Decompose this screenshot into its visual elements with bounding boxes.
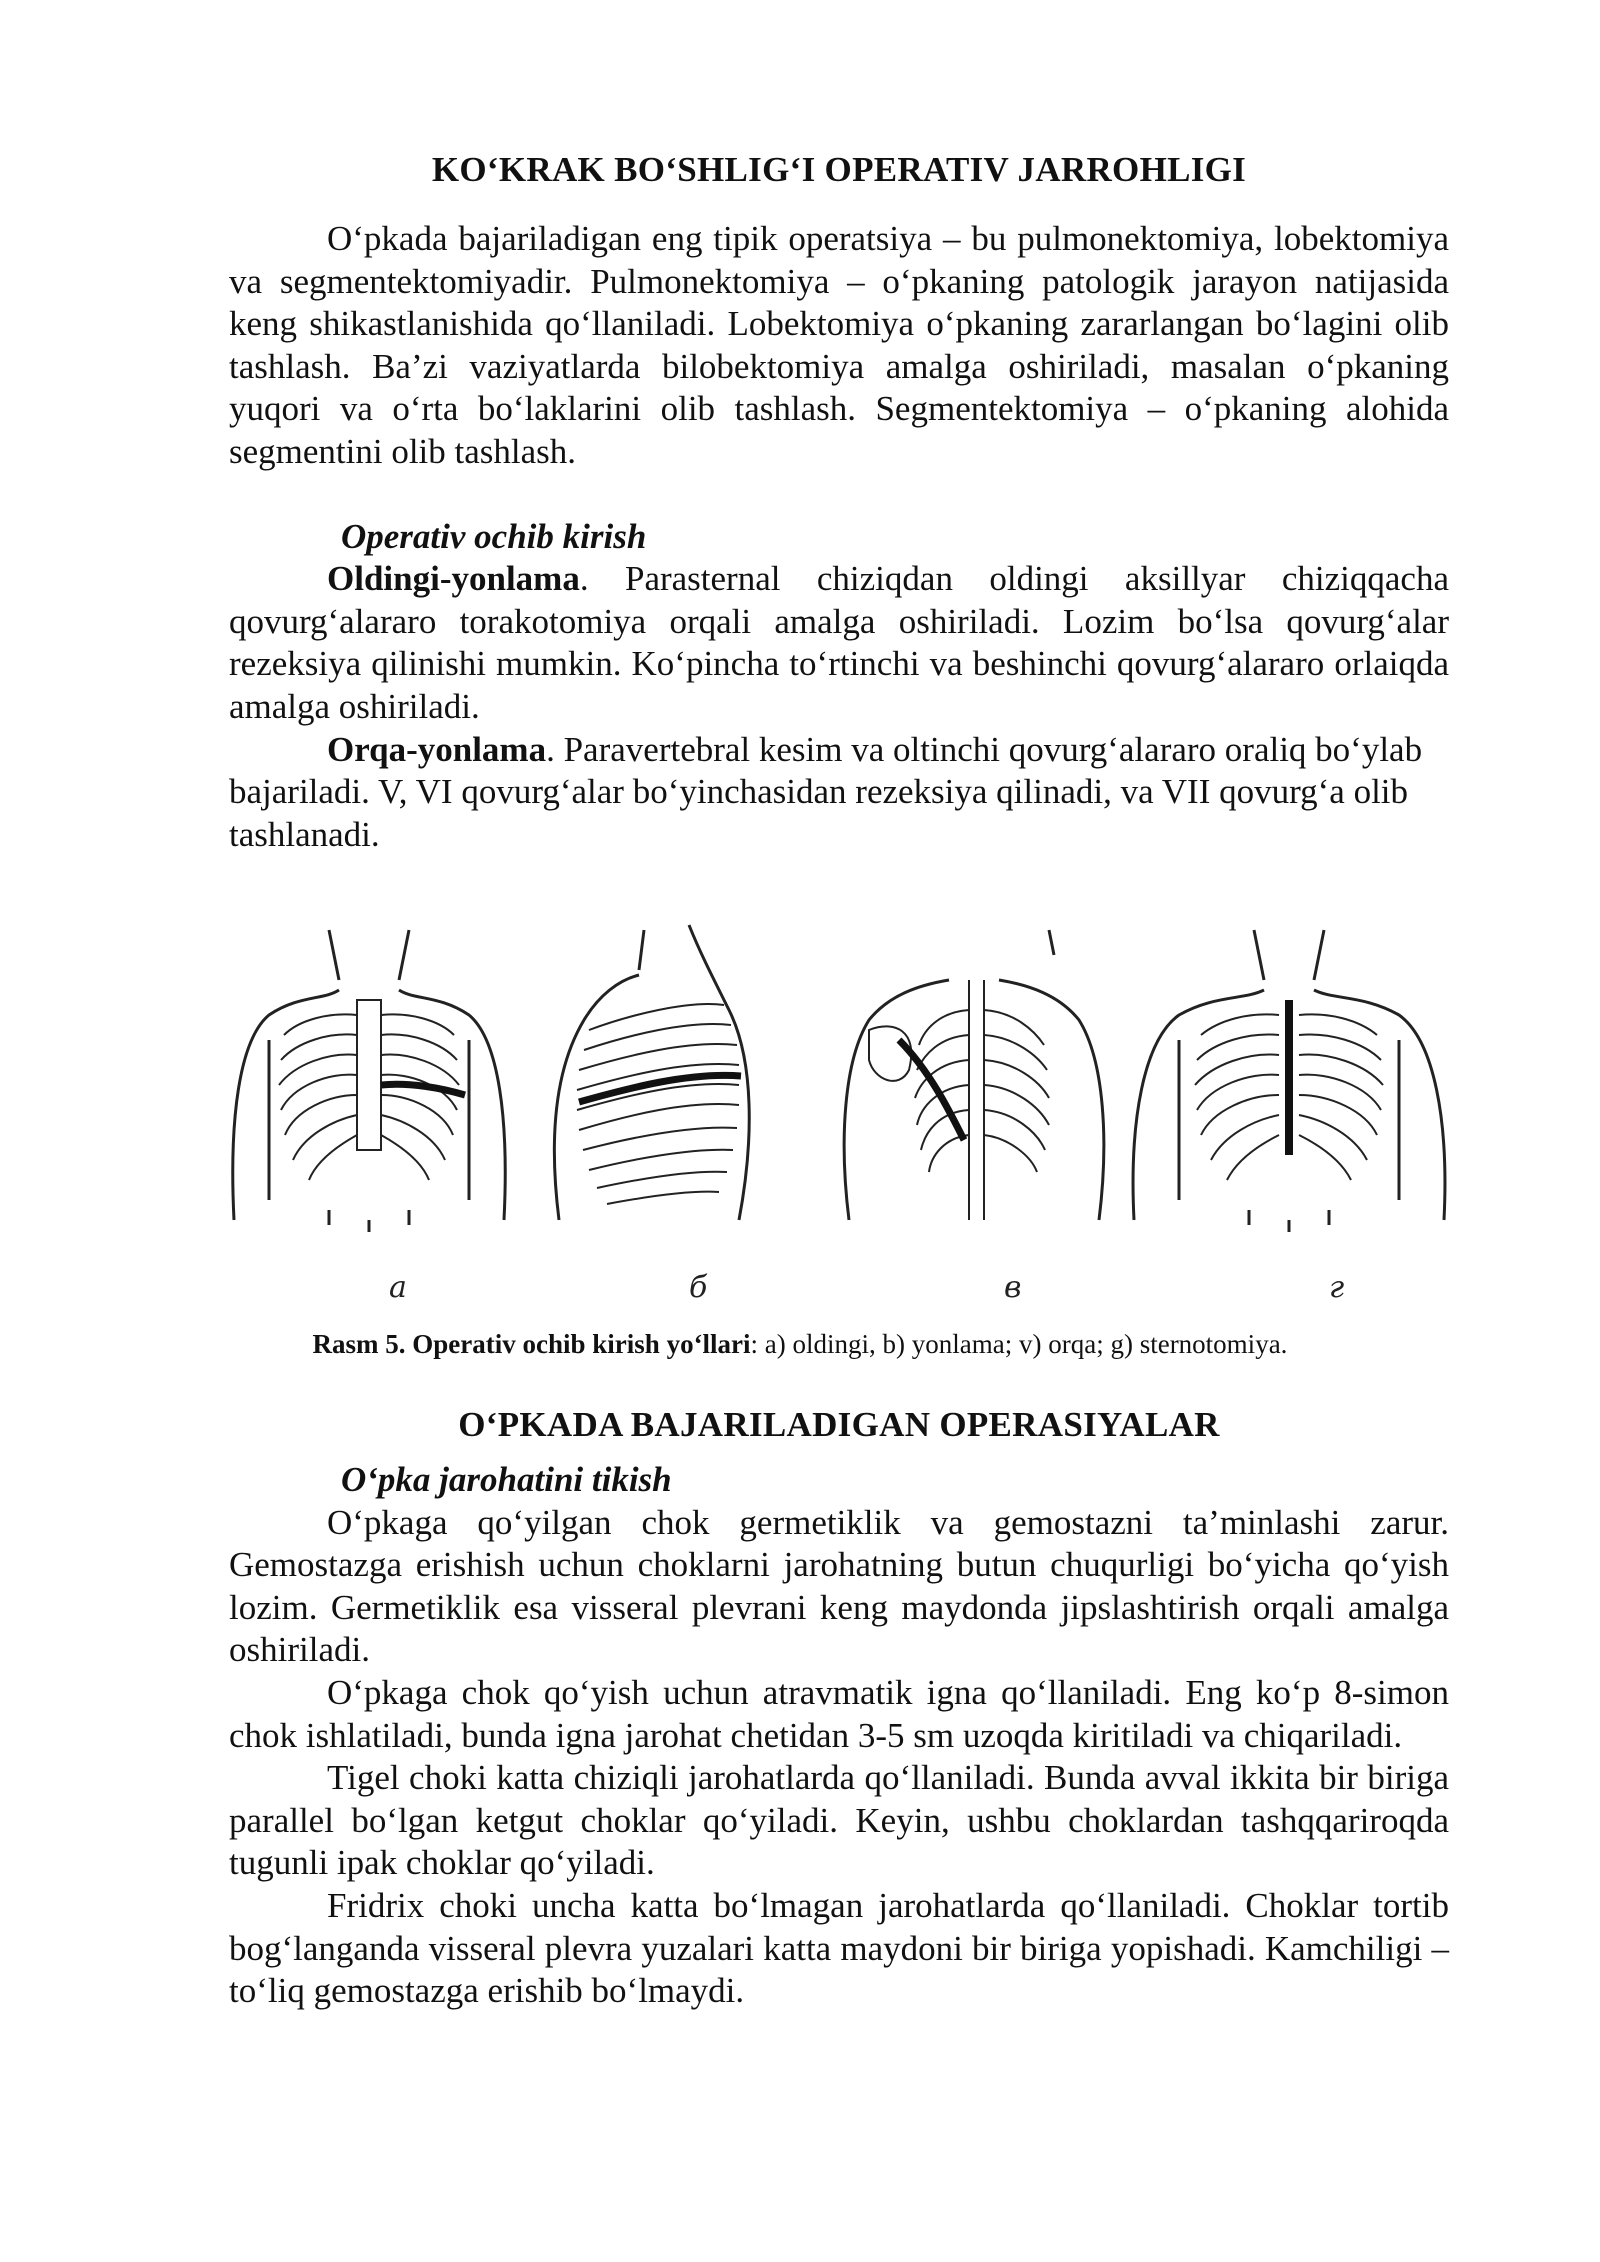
lateral-chest-illustration xyxy=(539,920,769,1260)
panel-letter-v: в xyxy=(1004,1270,1022,1305)
anterior-chest-illustration xyxy=(229,920,509,1260)
figure-caption xyxy=(0,1327,1600,1361)
paragraph-4: Fridrix choki uncha katta bo‘lmagan jarohatlarda qo‘llaniladi. Choklar tortib bog‘langanda visseral plevra yuzalari katta maydoni bir biriga yopishadi. Kamchiligi – to‘liq gemostazga erishib bo‘lmaydi. xyxy=(229,1885,1449,2011)
anterior-lead: Oldingi-yonlama xyxy=(327,559,580,599)
paragraph-2: O‘pkaga chok qo‘yish uchun atravmatik igna qo‘llaniladi. Eng ko‘p 8-simon chok ishlatiladi, bunda igna jarohat chetidan 3-5 sm uzoqda kiritiladi va chiqariladi. xyxy=(229,1672,1449,1755)
caption-rest: : a) oldingi, b) yonlama; v) orqa; g) sternotomiya. xyxy=(750,1329,1288,1359)
figure-panel-b xyxy=(539,920,769,1305)
panel-letter-g: г xyxy=(1329,1270,1345,1305)
paragraph-3: Tigel choki katta chiziqli jarohatlarda qo‘llaniladi. Bunda avval ikkita bir biriga parallel bo‘lgan ketgut choklar qo‘yiladi. Keyin, ushbu choklardan tashqqariroqda tugunli ipak choklar qo‘yiladi. xyxy=(229,1758,1449,1883)
section-2 xyxy=(229,1405,1449,2013)
caption-bold: Rasm 5. Operativ ochib kirish yo‘llari xyxy=(312,1329,751,1359)
operative-approach-subhead: Operativ ochib kirish xyxy=(341,516,647,556)
posterior-chest-illustration xyxy=(839,920,1109,1260)
thoracotomy-figure xyxy=(229,920,1459,1320)
figure-panel-g xyxy=(1129,920,1449,1305)
posterior-approach-paragraph xyxy=(229,729,1449,857)
anterior-approach-paragraph xyxy=(229,558,1449,728)
intro-paragraph: O‘pkada bajariladigan eng tipik operatsiya – bu pulmonektomiya, lobektomiya va segmentektomiyadir. Pulmonektomiya – o‘pkaning patologik jarayon natijasida keng shikastlanishida qo‘llaniladi. Lobektomiya o‘pkaning zararlangan bo‘lagini olib tashlash. Ba’zi vaziyatlarda bilobektomiya amalga oshiriladi, masalan o‘pkaning yuqori va o‘rta bo‘laklarini olib tashlash. Segmentektomiya – o‘pkaning alohida segmentini olib tashlash. xyxy=(229,219,1449,471)
posterior-lead: Orqa-yonlama xyxy=(327,729,547,769)
paragraph-1: O‘pkaga qo‘yilgan chok germetiklik va gemostazni ta’minlashi zarur. Gemostazga erishish uchun choklarni jarohatning butun chuqurligi bo‘yicha qo‘yish lozim. Germetiklik esa visseral plevrani keng maydonda jipslashtirish orqali amalga oshiriladi. xyxy=(229,1502,1449,1670)
section-2-title: O‘PKADA BAJARILADIGAN OPERASIYALAR xyxy=(458,1405,1220,1444)
section-1-title: KO‘KRAK BO‘SHLIG‘I OPERATIV JARROHLIGI xyxy=(431,150,1247,189)
figure-panel-a xyxy=(229,920,509,1305)
figure-panel-v xyxy=(839,920,1109,1305)
panel-letter-b: б xyxy=(689,1270,708,1305)
anterior-text: . Parasternal chiziqdan oldingi aksillyar chiziqqacha qovurg‘alararo torakotomiya orqali amalga oshiriladi. Lozim bo‘lsa qovurg‘alar rezeksiya qilinishi mumkin. Ko‘pincha to‘rtinchi va beshinchi qovurg‘alararo orlaiqda amalga oshiriladi. xyxy=(229,559,1449,726)
posterior-text: . Paravertebral kesim va oltinchi qovurg‘alararo oraliq bo‘ylab bajariladi. V, VI qovurg‘alar bo‘yinchasidan rezeksiya qilinadi, va VII qovurg‘a olib tashlanadi. xyxy=(229,729,1423,854)
section-1 xyxy=(229,150,1449,856)
sternotomy-illustration xyxy=(1129,920,1449,1260)
lung-wound-subhead: O‘pka jarohatini tikish xyxy=(341,1460,672,1499)
panel-letter-a: a xyxy=(389,1270,407,1305)
